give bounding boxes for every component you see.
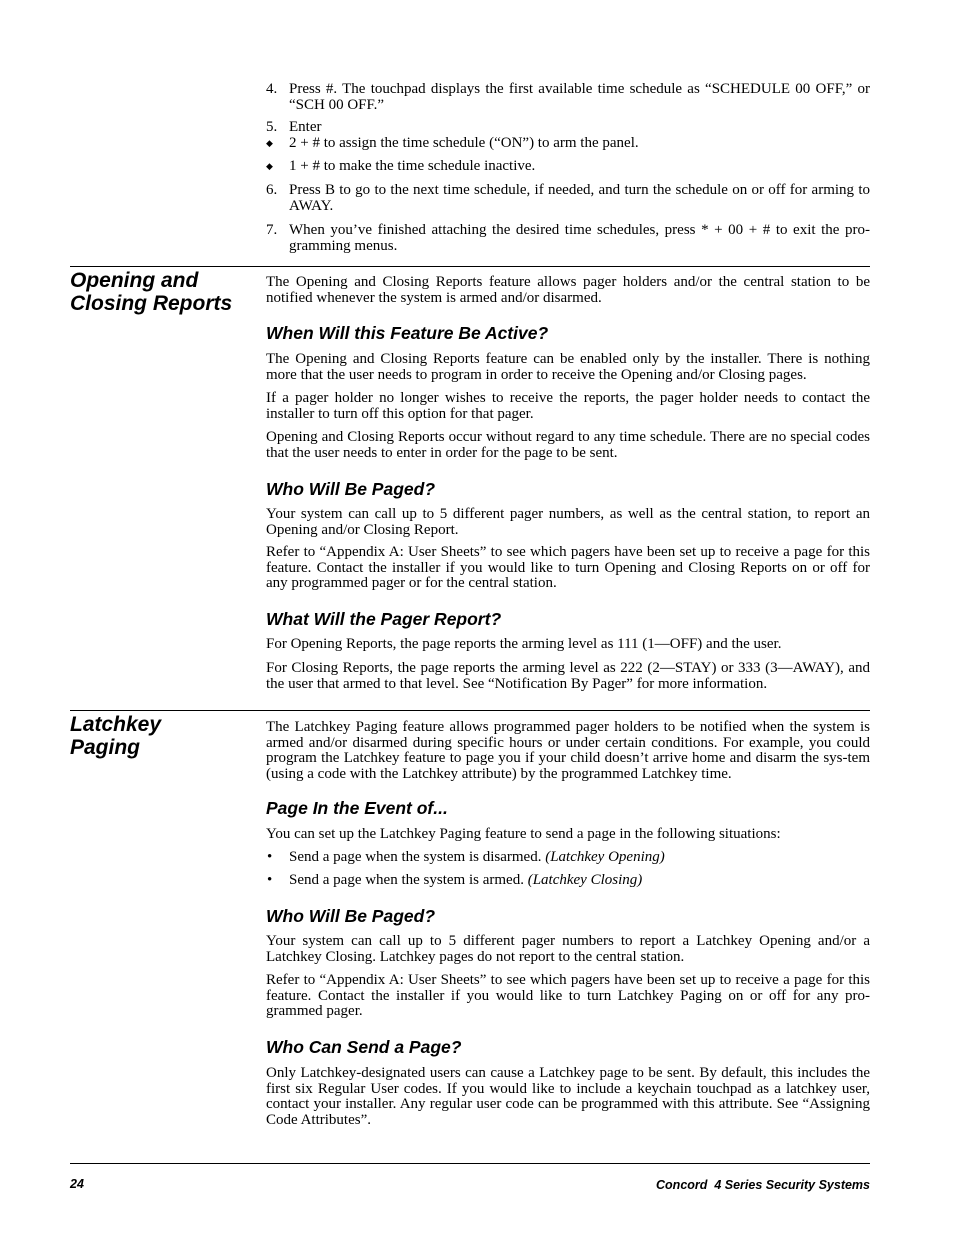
section-divider (70, 266, 870, 267)
footer-divider (70, 1163, 870, 1164)
paragraph: Your system can call up to 5 different pager numbers to report a Latchkey Opening and/or a Latchkey Closing. Latchkey pages do not report to the central station. (266, 933, 870, 965)
section-intro: The Opening and Closing Reports feature allows pager holders and/or the central station to be notified whenever the system is armed and/or disarmed. (266, 274, 870, 306)
list-item-text: Send a page when the system is armed. (289, 872, 528, 888)
step-number: 4. (266, 81, 278, 97)
paragraph: For Opening Reports, the page reports the arming level as 111 (1—OFF) and the user. (266, 636, 782, 652)
paragraph: Only Latchkey-designated users can cause a Latchkey page to be sent. By default, this includes the first six Regular User codes. If you would like to include a keychain touchpad as a latchkey user, contact your installer. Any regular user code can be programmed with this attribute. See “Assigning Code Attributes”. (266, 1065, 870, 1128)
section-title (70, 269, 260, 315)
paragraph: Refer to “Appendix A: User Sheets” to see which pagers have been set up to receive a page for this feature. Contact the installer if you would like to turn Opening and Closing Reports on or off for any programmed pager or for the central station. (266, 544, 870, 591)
section-title (70, 713, 260, 759)
step-text: Press B to go to the next time schedule, if needed, and turn the schedule on or off for arming to AWAY. (289, 182, 870, 214)
diamond-bullet-icon: ◆ (266, 138, 273, 148)
list-item-text: Send a page when the system is disarmed. (289, 849, 546, 865)
subheading: Page In the Event of... (266, 798, 448, 818)
section-divider (70, 710, 870, 711)
paragraph: The Opening and Closing Reports feature can be enabled only by the installer. There is nothing more that the user needs to program in order to receive the Opening and/or Closing pages. (266, 351, 870, 383)
option-text: 1 + # to make the time schedule inactive. (289, 158, 536, 174)
diamond-bullet-icon: ◆ (266, 161, 273, 171)
subheading: When Will this Feature Be Active? (266, 323, 549, 343)
subheading: Who Will Be Paged? (266, 906, 436, 926)
list-item-note: (Latchkey Closing) (527, 872, 643, 888)
step-text: When you’ve finished attaching the desired time schedules, press * + 00 + # to exit the pro-gramming menus. (289, 222, 870, 254)
paragraph: For Closing Reports, the page reports the arming level as 222 (2—STAY) or 333 (3—AWAY), and the user that armed to that level. See “Notification By Pager” for more information. (266, 660, 870, 692)
page-number: 24 (70, 1177, 84, 1191)
paragraph: Your system can call up to 5 different pager numbers, as well as the central station, to report an Opening and/or Closing Report. (266, 506, 870, 538)
section-intro: The Latchkey Paging feature allows programmed pager holders to be notified when the system is armed and/or disarmed during specific hours or under certain conditions. For example, you could program the Latchkey feature to page you if your child doesn’t arrive home and disarm the sys-tem (using a code with the Latchkey attribute) by the programmed Latchkey time. (266, 719, 870, 782)
section-title-line: Closing Reports (70, 292, 233, 315)
bullet-icon: • (267, 872, 273, 888)
paragraph: Refer to “Appendix A: User Sheets” to see which pagers have been set up to receive a page for this feature. Contact the installer if you would like to turn Latchkey Paging on or off for any pro-grammed pager. (266, 972, 870, 1019)
document-title: Concord 4 Series Security Systems (656, 1178, 870, 1192)
list-item-note: (Latchkey Opening) (545, 849, 665, 865)
subheading: Who Can Send a Page? (266, 1037, 462, 1057)
step-number: 7. (266, 222, 278, 238)
step-number: 6. (266, 182, 278, 198)
section-title-line: Opening and (70, 269, 199, 292)
section-title-line: Latchkey (70, 713, 162, 736)
step-text: Press #. The touchpad displays the first available time schedule as “SCHEDULE 00 OFF,” or “SCH 00 OFF.” (289, 81, 870, 113)
list-item (289, 873, 870, 889)
step-number: 5. (266, 119, 278, 135)
subheading: What Will the Pager Report? (266, 609, 502, 629)
paragraph: Opening and Closing Reports occur without regard to any time schedule. There are no special codes that the user needs to enter in order for the page to be sent. (266, 429, 870, 461)
bullet-icon: • (267, 849, 273, 865)
option-text: 2 + # to assign the time schedule (“ON”) to arm the panel. (289, 135, 639, 151)
paragraph: You can set up the Latchkey Paging feature to send a page in the following situations: (266, 826, 781, 842)
paragraph: If a pager holder no longer wishes to receive the reports, the pager holder needs to contact the installer to turn off this option for that pager. (266, 390, 870, 422)
section-title-line: Paging (70, 736, 141, 759)
list-item (289, 850, 870, 866)
subheading: Who Will Be Paged? (266, 479, 436, 499)
step-text: Enter (289, 119, 322, 135)
